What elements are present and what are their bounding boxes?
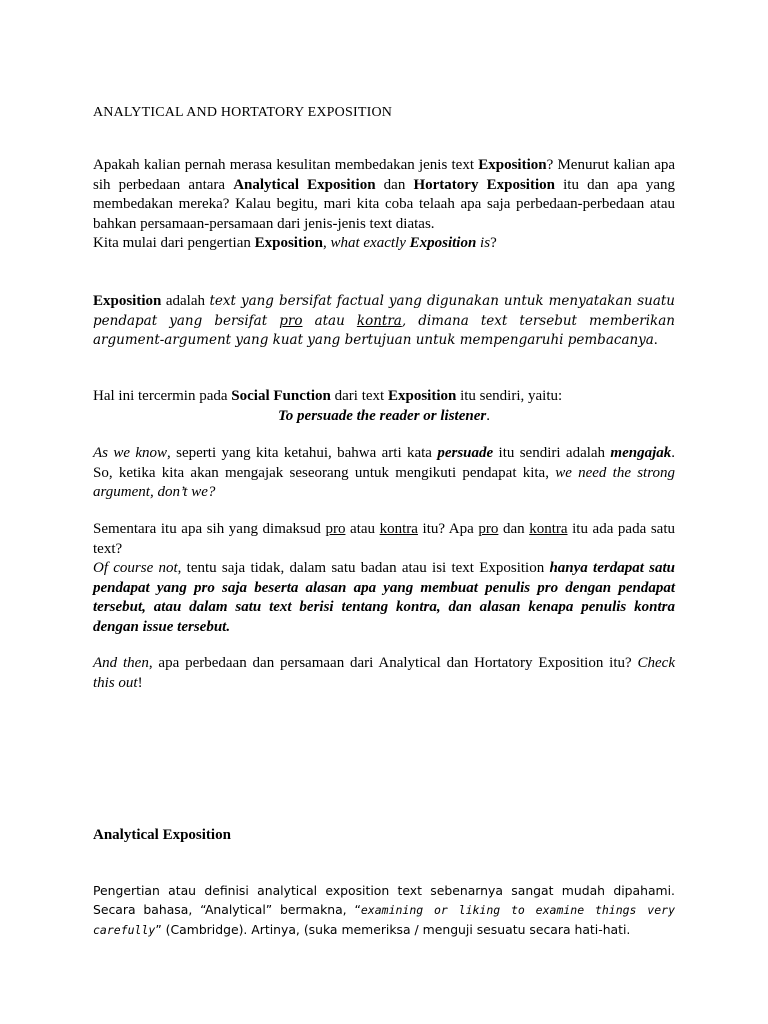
bold-term: Exposition — [387, 388, 457, 404]
underlined-term: pro — [279, 312, 303, 329]
italic-text: is — [476, 235, 491, 251]
text-run: . So, ketika kita akan mengajak seseorang untuk mengikuti pendapat kita, — [93, 445, 675, 481]
text-run: itu sendiri, yaitu: — [456, 388, 563, 404]
social-function-paragraph — [93, 387, 675, 426]
pro-kontra-answer — [93, 559, 675, 637]
text-run: itu ada pada satu text? — [93, 521, 675, 557]
social-function-quote — [93, 407, 675, 427]
text-run: , tentu saja tidak, dalam satu badan atau isi text Exposition — [177, 560, 550, 576]
bold-italic-term: Exposition — [409, 235, 477, 251]
document-title: ANALYTICAL AND HORTATORY EXPOSITION — [93, 105, 393, 120]
bold-italic-term: hanya terdapat satu pendapat yang pro saja beserta alasan apa yang membuat penulis pro dengan pendapat tersebut, atau dalam satu text berisi tentang kontra, dan alasan kenapa penulis kontra dengan issue tersebut. — [93, 560, 675, 635]
italic-text: , dimana text tersebut memberikan argument-argument yang kuat yang bertujuan untuk mempengaruhi pembacanya — [93, 312, 675, 348]
text-run: ! — [137, 674, 143, 691]
italic-text: text yang bersifat factual yang digunakan untuk menyatakan suatu pendapat yang bersifat — [93, 293, 676, 329]
pro-kontra-paragraph — [93, 520, 675, 637]
text-run: Apakah kalian pernah merasa kesulitan membedakan jenis text — [93, 157, 479, 173]
text-run: itu sendiri adalah — [493, 445, 611, 461]
text-run: atau — [345, 521, 380, 537]
italic-text: And then — [93, 655, 149, 671]
text-run: ? — [490, 235, 497, 251]
text-run: Hal ini tercermin pada — [93, 388, 232, 404]
bold-term: Exposition — [478, 157, 547, 173]
italic-text: we need the strong argument, don’t we? — [93, 464, 675, 500]
underlined-term: pro — [478, 521, 499, 537]
text-run: dari text — [330, 388, 388, 404]
italic-text: Of course not — [93, 560, 178, 576]
bold-term: Analytical Exposition — [233, 176, 376, 193]
analytical-definition-paragraph — [93, 881, 675, 940]
bold-term: Exposition — [93, 293, 162, 309]
text-run: Kita mulai dari pengertian — [93, 235, 255, 251]
bold-term: Exposition — [254, 235, 323, 251]
italic-text: As we know — [93, 445, 168, 461]
italic-text: Check this out — [93, 655, 675, 691]
text-run: dan — [375, 176, 414, 193]
text-run: , seperti yang kita ketahui, bahwa arti kata — [167, 445, 438, 461]
italic-text: what exactly — [330, 235, 410, 251]
text-run: itu? Apa — [417, 521, 479, 537]
persuade-paragraph — [93, 444, 675, 503]
section-heading: Analytical Exposition — [93, 827, 231, 843]
intro-second-line — [93, 234, 675, 254]
text-run: . — [486, 407, 490, 424]
text-run: . — [653, 332, 658, 348]
bold-term: Hortatory Exposition — [413, 176, 555, 193]
text-run: ? Menurut kalian apa sih perbedaan antara — [93, 157, 676, 193]
bold-term: Social Function — [231, 388, 331, 404]
text-run: itu dan apa yang membedakan mereka? Kalau begitu, mari kita coba telaah apa saja perbedaan-perbedaan atau bahkan persamaan-persamaan dari jenis-jenis text diatas. — [93, 176, 675, 232]
underlined-term: kontra — [529, 521, 568, 537]
italic-text: atau — [302, 312, 357, 329]
text-run: Pengertian atau definisi analytical exposition text sebenarnya sangat mudah dipahami. Secara bahasa, “Analytical” bermakna, “ — [93, 883, 675, 917]
definition-paragraph — [93, 292, 675, 351]
text-run: , — [322, 235, 331, 251]
underlined-term: kontra — [379, 521, 418, 537]
intro-paragraph — [93, 156, 675, 254]
bold-italic-term: persuade — [437, 445, 494, 461]
underlined-term: pro — [325, 521, 346, 537]
text-run: Sementara itu apa sih yang dimaksud — [93, 521, 326, 537]
underlined-term: kontra — [356, 312, 402, 329]
text-run: ” (Cambridge). Artinya, (suka memeriksa / menguji sesuatu secara hati-hati. — [155, 922, 631, 937]
text-run: dan — [498, 521, 530, 537]
text-run: adalah — [161, 293, 210, 309]
and-then-paragraph — [93, 654, 675, 693]
text-run: , apa perbedaan dan persamaan dari Analytical dan Hortatory Exposition itu? — [148, 655, 638, 671]
bold-italic-term: mengajak — [610, 445, 672, 461]
bold-italic-term: To persuade the reader or listener — [278, 407, 487, 424]
italic-quote: examining or liking to examine things very carefully — [93, 903, 675, 937]
